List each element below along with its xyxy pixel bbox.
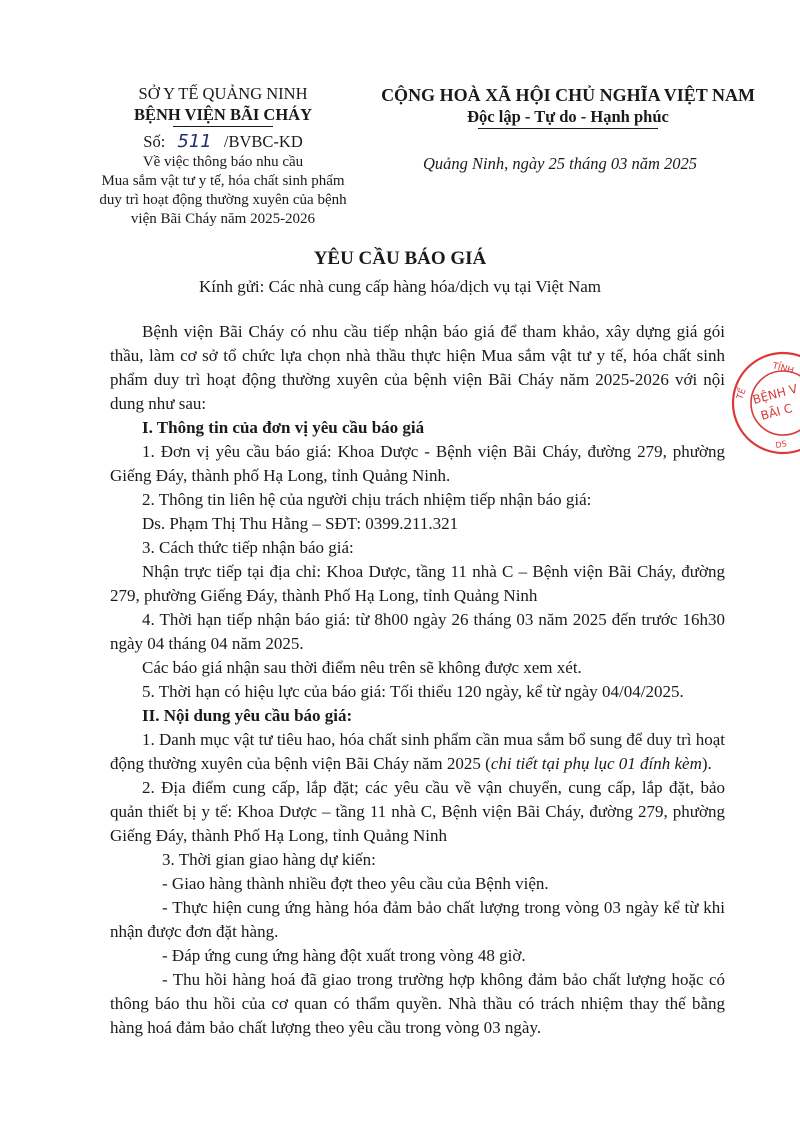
delivery-bullet: - Đáp ứng cung ứng hàng đột xuất trong vòng 48 giờ. [162,946,526,965]
section-1-item-2: 2. Thông tin liên hệ của người chịu trách nhiệm tiếp nhận báo giá: [142,490,592,509]
section-1-item-1: 1. Đơn vị yêu cầu báo giá: Khoa Dược - Bệnh viện Bãi Cháy, đường 279, phường Giếng Đáy, thành phố Hạ Long, tỉnh Quảng Ninh. [110,442,725,485]
seal-center-line-1: BỆNH V [751,381,800,407]
contact-person: Ds. Phạm Thị Thu Hằng – SĐT: 0399.211.321 [142,514,459,533]
seal-ring-text: TỈNH [771,361,795,377]
subject-line: Mua sắm vật tư y tế, hóa chất sinh phẩm [101,173,345,189]
delivery-bullet: - Giao hàng thành nhiều đợt theo yêu cầu của Bệnh viện. [162,874,549,893]
appendix-reference: chi tiết tại phụ lục 01 đính kèm [490,754,702,773]
delivery-bullet: - Thu hồi hàng hoá đã giao trong trường hợp không đảm bảo chất lượng hoặc có thông báo thu hồi của cơ quan có thẩm quyền. Nhà thầu có trách nhiệm thay thế bằng hàng hoá đảm bảo chất lượng theo yêu cầu trong vòng 03 ngày. [110,970,725,1037]
document-body [110,320,725,1040]
document-subject [78,153,368,229]
doc-number-prefix: Số: [143,132,166,151]
doc-number-suffix: /BVBC-KD [223,132,303,151]
section-1-item-3: 3. Cách thức tiếp nhận báo giá: [142,538,354,557]
section-2-heading: II. Nội dung yêu cầu báo giá: [142,706,353,725]
receiving-address: Nhận trực tiếp tại địa chỉ: Khoa Dược, tầng 11 nhà C – Bệnh viện Bãi Cháy, đường 279, phường Giếng Đáy, thành Phố Hạ Long, tỉnh Quảng Ninh [110,562,725,605]
document-date: Quảng Ninh, ngày 25 tháng 03 năm 2025 [422,154,698,173]
late-submission-note: Các báo giá nhận sau thời điểm nêu trên sẽ không được xem xét. [142,658,582,677]
recipient-line: Kính gửi: Các nhà cung cấp hàng hóa/dịch vụ tại Việt Nam [198,277,602,296]
parent-organization: SỞ Y TẾ QUẢNG NINH [138,84,308,103]
motto-divider [478,128,658,129]
seal-ring-side-text: TẾ [735,387,749,402]
seal-center-line-2: BÃI C [759,401,794,423]
intro-paragraph: Bệnh viện Bãi Cháy có nhu cầu tiếp nhận báo giá để tham khảo, xây dựng giá gói thầu, làm cơ sở tổ chức lựa chọn nhà thầu thực hiện Mua sắm vật tư y tế, hóa chất sinh phẩm duy trì hoạt động thường xuyên của bệnh viện Bãi Cháy năm 2025-2026 với nội dung như sau: [110,322,725,413]
item-1-end: ). [701,754,712,773]
seal-ring-bottom-text: DS [774,439,788,450]
official-seal [728,348,800,458]
section-2-item-2: 2. Địa điểm cung cấp, lắp đặt; các yêu cầu về vận chuyển, cung cấp, lắp đặt, bảo quản thiết bị y tế: Khoa Dược – tầng 11 nhà C, Bệnh viện Bãi Cháy, đường 279, phường Giếng Đáy, thành Phố Hạ Long, tỉnh Quảng Ninh [110,778,725,845]
section-1-item-4: 4. Thời hạn tiếp nhận báo giá: từ 8h00 ngày 26 tháng 03 năm 2025 đến trước 16h30 ngày 04 tháng 04 năm 2025. [110,610,725,653]
nation-name: CỘNG HOÀ XÃ HỘI CHỦ NGHĨA VIỆT NAM [381,85,755,105]
national-header [378,84,758,129]
organization-name: BỆNH VIỆN BÃI CHÁY [133,105,313,124]
issuer-header [78,84,368,229]
document-number [78,131,368,153]
item-1-text: 1. Danh mục vật tư tiêu hao, hóa chất sinh phẩm cần mua sắm bổ sung để duy trì hoạt động thường xuyên của bệnh viện Bãi Cháy năm 2025 ( [110,730,725,773]
doc-number-handwritten: 511 [177,131,212,152]
subject-line: Về việc thông báo nhu cầu [142,154,304,170]
section-1-item-5: 5. Thời hạn có hiệu lực của báo giá: Tối thiểu 120 ngày, kể từ ngày 04/04/2025. [142,682,684,701]
subject-line: viện Bãi Cháy năm 2025-2026 [130,211,316,227]
section-2-item-3: 3. Thời gian giao hàng dự kiến: [162,850,376,869]
document-title: YÊU CẦU BÁO GIÁ [313,248,487,269]
national-motto: Độc lập - Tự do - Hạnh phúc [467,107,669,126]
delivery-bullet: - Thực hiện cung ứng hàng hóa đảm bảo chất lượng trong vòng 03 ngày kể từ khi nhận được đơn đặt hàng. [110,898,725,941]
subject-line: duy trì hoạt động thường xuyên của bệnh [99,192,347,208]
section-1-heading: I. Thông tin của đơn vị yêu cầu báo giá [142,418,425,437]
section-2-item-1 [110,728,725,776]
header-divider [173,126,273,127]
